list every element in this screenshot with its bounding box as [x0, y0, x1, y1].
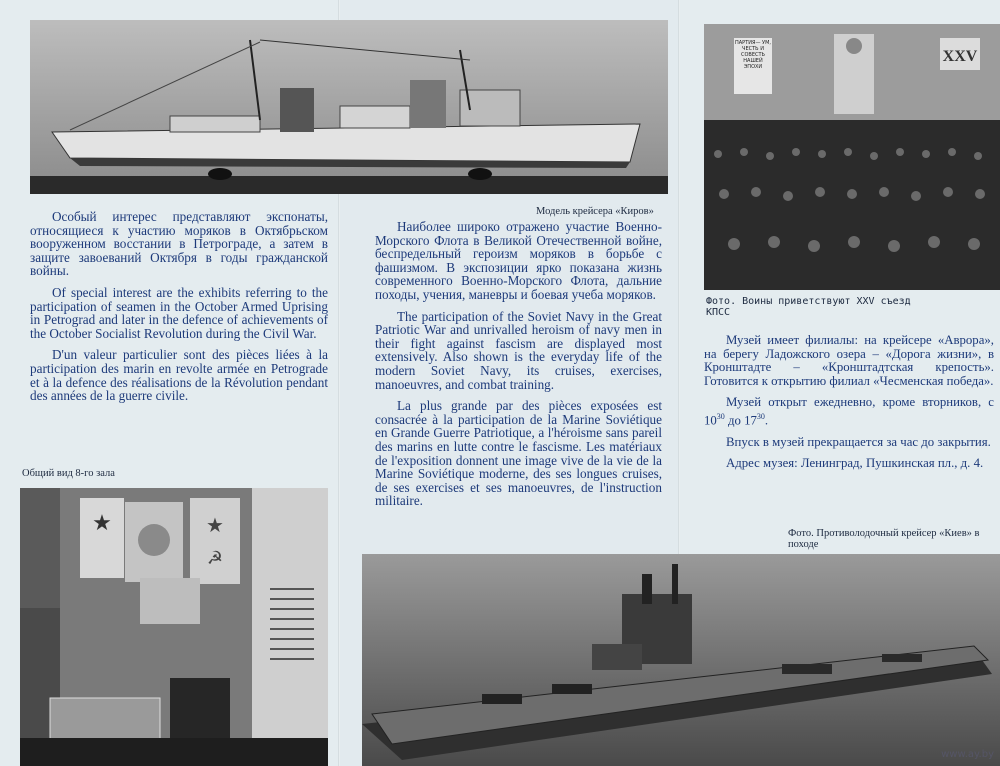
left-para-fr: D'un valeur particulier sont des pièces liées à la participation des marin en revolte armée en Petrograde et à la defence des réalisations de la Révolution pendant des années de la guerre civile. — [30, 347, 328, 404]
kiev-caption: Фото. Противолодочный крейсер «Киев» в походе — [788, 528, 980, 550]
hours-suffix: . — [764, 413, 769, 428]
kiev-cruiser-image — [362, 554, 1000, 766]
left-para-ru: Особый интерес представляют экспонаты, относящиеся к участию моряков в Октябрьском вооруженном восстании в Петрограде, а затем в защите завоеваний Октября в годы гражданской войны. — [30, 209, 328, 279]
hall-photo-image — [20, 488, 328, 766]
hours-mid: до 17 — [724, 413, 757, 428]
middle-para-en: The participation of the Soviet Navy in the Great Patriotic War and unrivalled heroism of navy men in their fight against fascism are displayed most extensively. Also shown is the everyday life of the modern Soviet Navy, its cruises, exercises, manoeuvres, and combat training. — [375, 308, 662, 392]
hall-photo — [20, 488, 328, 766]
hours-sup-close: 30 — [756, 411, 765, 421]
entry-rule-para: Впуск в музей прекращается за час до закрытия. — [726, 434, 991, 449]
left-para-en: Of special interest are the exhibits referring to the participation of seamen in the October Armed Uprising in Petrograd and later in the defence of achievements of the October Socialist Revolution during the Civil War. — [30, 284, 328, 341]
kiev-cruiser-photo — [362, 554, 1000, 766]
hours-prefix: Музей открыт ежедневно, кроме вторников, с 10 — [704, 395, 994, 428]
middle-para-fr: La plus grande par des pièces exposées est consacrée à la participation de la Marine Soviétique en Grande Guerre Patriotique, a l'héroisme sans pareil des marins en lutte contre le fascisme. Les matériaux de l'exposition donnent une image vive de la vie de la Marine Soviétique moderne, des ses longues cruises, de ses exercises et ses manoeuvres, de l'instruction militaire. — [375, 398, 662, 509]
hall-photo-caption: Общий вид 8-го зала — [22, 468, 115, 479]
congress-poster-text: ПАРТИЯ— УМ, ЧЕСТЬ И СОВЕСТЬ НАШЕЙ ЭПОХИ — [735, 40, 772, 70]
ship-model-caption: Модель крейсера «Киров» — [536, 206, 654, 217]
hours-sup-open: 30 — [716, 411, 725, 421]
right-text-block — [704, 334, 994, 479]
branches-para: Музей имеет филиалы: на крейсере «Аврора», на берегу Ладожского озера – «Дорога жизни», в Кронштадте – «Кронштадтская крепость». Готовится к открытию филиал «Чесменская победа». — [704, 333, 994, 388]
congress-roman-numeral: XXV — [942, 48, 978, 65]
kirov-model-image — [30, 20, 668, 194]
middle-para-ru: Наиболее широко отражено участие Военно-Морского Флота в Великой Отечественной войне, беспредельный героизм моряков в борьбе с фашизмом. В экспозиции ярко показана жизнь современного Военно-Морского Флота, дальние походы, учения, маневры и боевая учеба моряков. — [375, 219, 662, 302]
hours-para — [704, 396, 994, 427]
svg-text:★: ★ — [92, 511, 112, 536]
left-text-block — [30, 210, 328, 411]
congress-photo — [704, 24, 1000, 290]
middle-text-block — [375, 220, 662, 516]
svg-text:★: ★ — [206, 513, 224, 537]
congress-caption: Фото. Воины приветствуют XXV съезд КПСС — [706, 296, 911, 318]
address-para: Адрес музея: Ленинград, Пушкинская пл., д. 4. — [726, 456, 984, 471]
kirov-model-photo — [30, 20, 668, 194]
svg-text:☭: ☭ — [206, 548, 224, 569]
watermark: www.ay.by — [941, 749, 994, 760]
